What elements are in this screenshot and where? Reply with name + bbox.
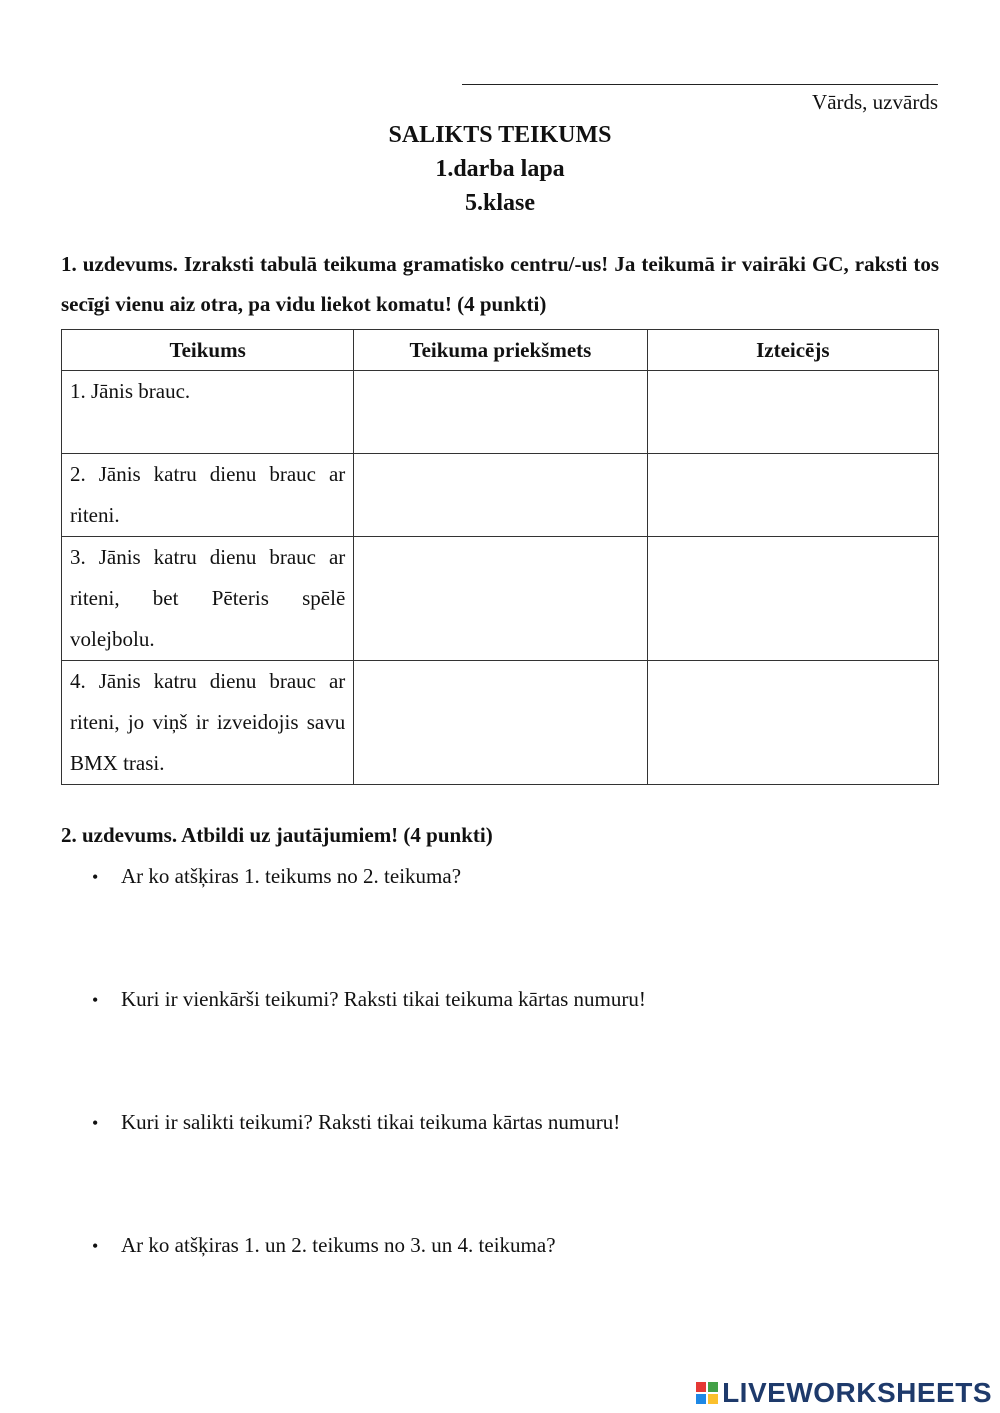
grammar-center-table xyxy=(61,329,939,785)
worksheet-number: 1.darba lapa xyxy=(435,156,565,182)
grade-label: 5.klase xyxy=(464,190,535,216)
predicate-answer-cell[interactable] xyxy=(647,661,938,785)
subject-answer-cell[interactable] xyxy=(354,661,647,785)
predicate-answer-cell[interactable] xyxy=(647,537,938,661)
question-item xyxy=(92,987,646,1012)
subject-answer-cell[interactable] xyxy=(354,537,647,661)
table-row xyxy=(62,454,939,537)
table-header-row xyxy=(62,330,939,371)
task2-heading: 2. uzdevums. Atbildi uz jautājumiem! (4 punkti) xyxy=(61,823,493,847)
title-block xyxy=(0,118,1000,220)
column-header-subject: Teikuma priekšmets xyxy=(354,330,647,371)
column-header-sentence: Teikums xyxy=(62,330,354,371)
table-row xyxy=(62,537,939,661)
predicate-answer-cell[interactable] xyxy=(647,454,938,537)
question-item xyxy=(92,864,461,889)
bullet-icon: • xyxy=(92,1236,99,1256)
sentence-cell: 3. Jānis katru dienu brauc ar riteni, bet Pēteris spēlē volejbolu. xyxy=(62,537,354,661)
name-underline xyxy=(462,84,938,85)
sentence-cell: 2. Jānis katru dienu brauc ar riteni. xyxy=(62,454,354,537)
bullet-icon: • xyxy=(92,1113,99,1133)
subject-answer-cell[interactable] xyxy=(354,454,647,537)
sentence-cell: 4. Jānis katru dienu brauc ar riteni, jo viņš ir izveidojis savu BMX trasi. xyxy=(62,661,354,785)
question-item xyxy=(92,1110,620,1135)
question-item xyxy=(92,1233,556,1258)
sentence-cell: 1. Jānis brauc. xyxy=(62,371,354,454)
table-row xyxy=(62,661,939,785)
watermark-text: LIVEWORKSHEETS xyxy=(722,1377,992,1408)
logo-square xyxy=(696,1382,706,1392)
column-header-predicate: Izteicējs xyxy=(647,330,938,371)
logo-square xyxy=(708,1382,718,1392)
question-text: Ar ko atšķiras 1. teikums no 2. teikuma? xyxy=(121,864,462,888)
task1-heading: 1. uzdevums. Izraksti tabulā teikuma gramatisko centru/-us! Ja teikumā ir vairāki GC, raksti tos secīgi vienu aiz otra, pa vidu liekot komatu! (4 punkti) xyxy=(61,252,939,316)
question-text: Kuri ir salikti teikumi? Raksti tikai teikuma kārtas numuru! xyxy=(121,1110,621,1134)
liveworksheets-logo-icon xyxy=(696,1382,718,1404)
predicate-answer-cell[interactable] xyxy=(647,371,938,454)
liveworksheets-watermark xyxy=(696,1377,992,1409)
question-text: Ar ko atšķiras 1. un 2. teikums no 3. un 4. teikuma? xyxy=(121,1233,556,1257)
bullet-icon: • xyxy=(92,867,99,887)
name-label: Vārds, uzvārds xyxy=(812,90,938,114)
question-text: Kuri ir vienkārši teikumi? Raksti tikai teikuma kārtas numuru! xyxy=(121,987,646,1011)
table-row xyxy=(62,371,939,454)
subject-answer-cell[interactable] xyxy=(354,371,647,454)
logo-square xyxy=(708,1394,718,1404)
logo-square xyxy=(696,1394,706,1404)
bullet-icon: • xyxy=(92,990,99,1010)
page-title: SALIKTS TEIKUMS xyxy=(388,122,612,148)
